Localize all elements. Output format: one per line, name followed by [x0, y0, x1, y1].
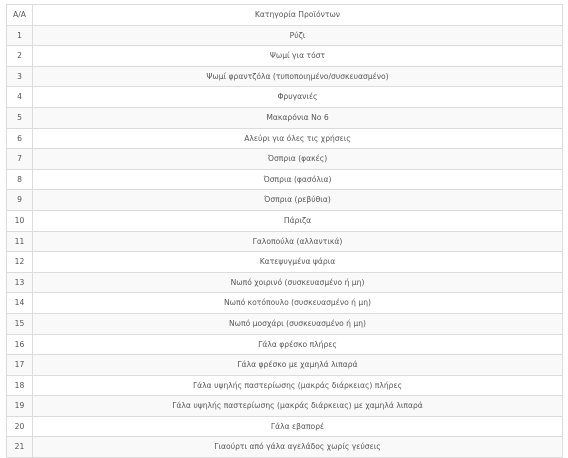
table-row	[7, 313, 563, 334]
row-index: 19	[7, 396, 33, 417]
header-category: Κατηγορία Προϊόντων	[33, 5, 563, 26]
table-row	[7, 355, 563, 376]
row-index: 2	[7, 46, 33, 67]
row-category: Ψωμί φραντζόλα (τυποποιημένο/συσκευασμένο)	[33, 66, 563, 87]
row-category: Πάριζα	[33, 210, 563, 231]
row-index: 5	[7, 107, 33, 128]
table-row	[7, 169, 563, 190]
row-category: Ψωμί για τόστ	[33, 46, 563, 67]
row-index: 13	[7, 272, 33, 293]
row-index: 1	[7, 25, 33, 46]
table-body	[7, 25, 563, 457]
row-index: 20	[7, 416, 33, 437]
table-row	[7, 149, 563, 170]
row-category: Γάλα υψηλής παστερίωσης (μακράς διάρκειας) πλήρες	[33, 375, 563, 396]
row-category: Γάλα εβαπορέ	[33, 416, 563, 437]
row-category: Κατεψυγμένα ψάρια	[33, 252, 563, 273]
table-row	[7, 25, 563, 46]
row-index: 9	[7, 190, 33, 211]
row-index: 4	[7, 87, 33, 108]
header-row	[7, 5, 563, 26]
table-row	[7, 231, 563, 252]
row-category: Γάλα φρέσκο πλήρες	[33, 334, 563, 355]
row-category: Γιαούρτι από γάλα αγελάδος χωρίς γεύσεις	[33, 437, 563, 458]
table-row	[7, 437, 563, 458]
row-category: Όσπρια (φακές)	[33, 149, 563, 170]
table-row	[7, 190, 563, 211]
row-index: 3	[7, 66, 33, 87]
table-header	[7, 5, 563, 26]
row-index: 7	[7, 149, 33, 170]
table-row	[7, 416, 563, 437]
table-row	[7, 252, 563, 273]
row-category: Γάλα φρέσκο με χαμηλά λιπαρά	[33, 355, 563, 376]
row-index: 11	[7, 231, 33, 252]
row-category: Νωπό χοιρινό (συσκευασμένο ή μη)	[33, 272, 563, 293]
row-category: Όσπρια (φασόλια)	[33, 169, 563, 190]
table-row	[7, 46, 563, 67]
table-row	[7, 293, 563, 314]
header-index: A/A	[7, 5, 33, 26]
row-index: 10	[7, 210, 33, 231]
row-index: 12	[7, 252, 33, 273]
row-index: 14	[7, 293, 33, 314]
row-category: Νωπό κοτόπουλο (συσκευασμένο ή μη)	[33, 293, 563, 314]
table-row	[7, 128, 563, 149]
row-index: 16	[7, 334, 33, 355]
table-row	[7, 396, 563, 417]
products-table	[6, 4, 563, 458]
row-index: 15	[7, 313, 33, 334]
row-category: Αλεύρι για όλες τις χρήσεις	[33, 128, 563, 149]
row-category: Φρυγανιές	[33, 87, 563, 108]
table-row	[7, 107, 563, 128]
row-category: Μακαρόνια Νο 6	[33, 107, 563, 128]
row-category: Γάλα υψηλής παστερίωσης (μακράς διάρκειας) με χαμηλά λιπαρά	[33, 396, 563, 417]
row-category: Όσπρια (ρεβύθια)	[33, 190, 563, 211]
row-index: 6	[7, 128, 33, 149]
table-row	[7, 375, 563, 396]
row-category: Νωπό μοσχάρι (συσκευασμένο ή μη)	[33, 313, 563, 334]
table-row	[7, 210, 563, 231]
row-index: 18	[7, 375, 33, 396]
row-index: 21	[7, 437, 33, 458]
row-index: 17	[7, 355, 33, 376]
table-row	[7, 334, 563, 355]
table-row	[7, 66, 563, 87]
table-row	[7, 272, 563, 293]
table-row	[7, 87, 563, 108]
row-category: Ρύζι	[33, 25, 563, 46]
row-category: Γαλοπούλα (αλλαντικά)	[33, 231, 563, 252]
row-index: 8	[7, 169, 33, 190]
